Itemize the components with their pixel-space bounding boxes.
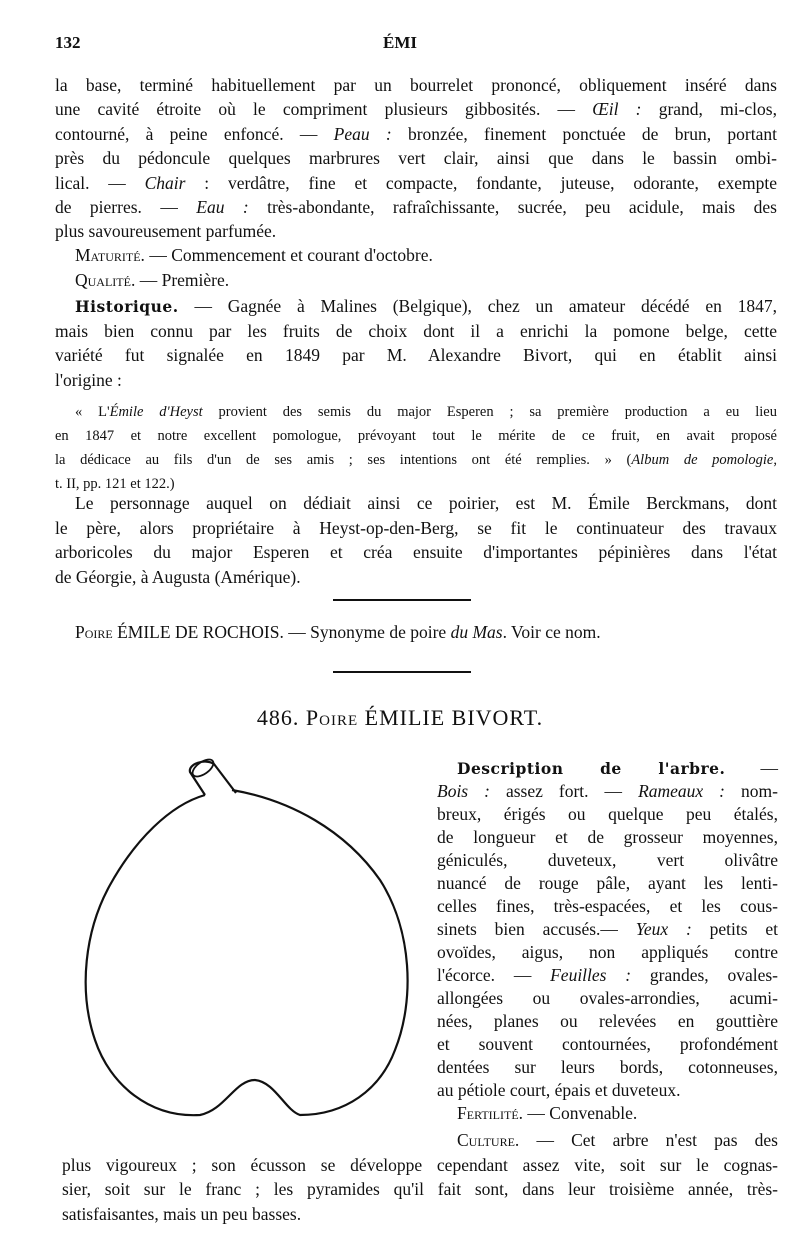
para-description-fruit-line: une cavité étroite où le compriment plusieurs gibbosités. — Œil : grand, mi-clos, [55,99,777,120]
culture-cont-line: satisfaisantes, mais un peu basses. [62,1203,302,1224]
qualite-line: Qualité. — Première. [75,270,230,290]
fertilite-line: Fertilité. — Convenable. [457,1103,638,1123]
para-description-fruit-line: contourné, à peine enfoncé. — Peau : bronzée, finement ponctuée de brun, portant [55,123,777,144]
description-arbre-line: breux, érigés ou quelque peu étalés, [437,804,778,824]
culture-line: Culture. — Cet arbre n'est pas des [457,1130,778,1150]
personnage-line: de Géorgie, à Augusta (Amérique). [55,566,301,587]
quote-line: « L'Émile d'Heyst provient des semis du major Esperen ; sa première production a eu lieu [75,404,777,420]
running-head: ÉMI [383,33,417,52]
pear-stem-end [190,756,217,780]
entry-number: 486. [256,705,300,730]
description-arbre-line: dentées sur leurs bords, cotonneuses, [437,1057,778,1077]
historique-line: Historique. — Gagnée à Malines (Belgique), chez un amateur décédé en 1847, [75,296,777,316]
culture-cont-line: sier, soit sur le franc ; les pyramides qu'il fait sont, dans leur troisième année, très- [62,1179,778,1200]
quote-line: t. II, pp. 121 et 122.) [55,476,175,492]
description-arbre-line: géniculés, duveteux, vert olivâtre [437,850,778,870]
description-arbre-line: de longueur et de grosseur moyennes, [437,827,778,847]
entry-prefix: Poire [305,705,359,730]
para-description-fruit-line: plus savoureusement parfumée. [55,221,277,242]
para-description-fruit-line: près du pédoncule quelques marbrures vert clair, ainsi que dans le bassin ombi- [55,148,777,169]
para-description-fruit-line: lical. — Chair : verdâtre, fine et compacte, fondante, juteuse, odorante, exempte [55,172,778,193]
description-arbre-line: Bois : assez fort. — Rameaux : nom- [437,781,778,801]
para-description-fruit-line: de pierres. — Eau : très-abondante, rafraîchissante, sucrée, peu acidule, mais des [55,197,777,217]
para-description-fruit-line: la base, terminé habituellement par un bourrelet prononcé, obliquement inséré dans [55,75,777,95]
historique-line: variété fut signalée en 1849 par M. Alexandre Bivort, qui en établit ainsi [55,345,777,366]
culture-cont-line: plus vigoureux ; son écusson se développe cependant assez vite, soit sur le cognas- [62,1155,778,1175]
description-arbre-line: nuancé de rouge pâle, ayant les lenti- [437,873,778,893]
personnage-line: le père, alors propriétaire à Heyst-op-den-Berg, se fit le continuateur des travaux [55,517,777,538]
quote-line: en 1847 et notre excellent pomologue, prévoyant tout le mérite de ce fruit, en avait proposé [55,428,777,444]
description-arbre-line: l'écorce. — Feuilles : grandes, ovales- [437,965,778,985]
description-arbre-line: ovoïdes, aigus, non appliqués contre [437,942,778,962]
description-arbre-line: sinets bien accusés.— Yeux : petits et [437,919,779,939]
entry-name: ÉMILIE BIVORT. [364,705,544,730]
description-arbre-line: nées, planes ou relevées en gouttière [437,1011,778,1031]
quote-line: la dédicace au fils d'un de ses amis ; ses intentions ont été remplies. » (Album de pomologie, [55,452,777,468]
historique-line: mais bien connu par les fruits de choix dont il a enrichi la pomone belge, cette [55,320,777,341]
synonyme-line: Poire ÉMILE DE ROCHOIS. — Synonyme de poire du Mas. Voir ce nom. [75,622,601,642]
pear-outline [86,790,408,1115]
description-arbre-line: et souvent contournées, profondément [437,1034,778,1054]
page-number: 132 [55,33,81,52]
maturite-line: Maturité. — Commencement et courant d'octobre. [75,245,433,265]
personnage-line: arboricoles du major Esperen et créa ensuite d'importantes pépinières dans l'état [55,542,777,563]
historique-line: l'origine : [55,369,122,390]
description-arbre-line: allongées ou ovales-arrondies, acumi- [437,988,778,1008]
description-arbre-line: celles fines, très-espacées, et les cous- [437,896,778,916]
description-arbre-line: au pétiole court, épais et duveteux. [437,1080,681,1100]
description-arbre-line: Description de l'arbre. — [457,758,778,778]
personnage-line: Le personnage auquel on dédiait ainsi ce poirier, est M. Émile Berckmans, dont [75,493,777,513]
